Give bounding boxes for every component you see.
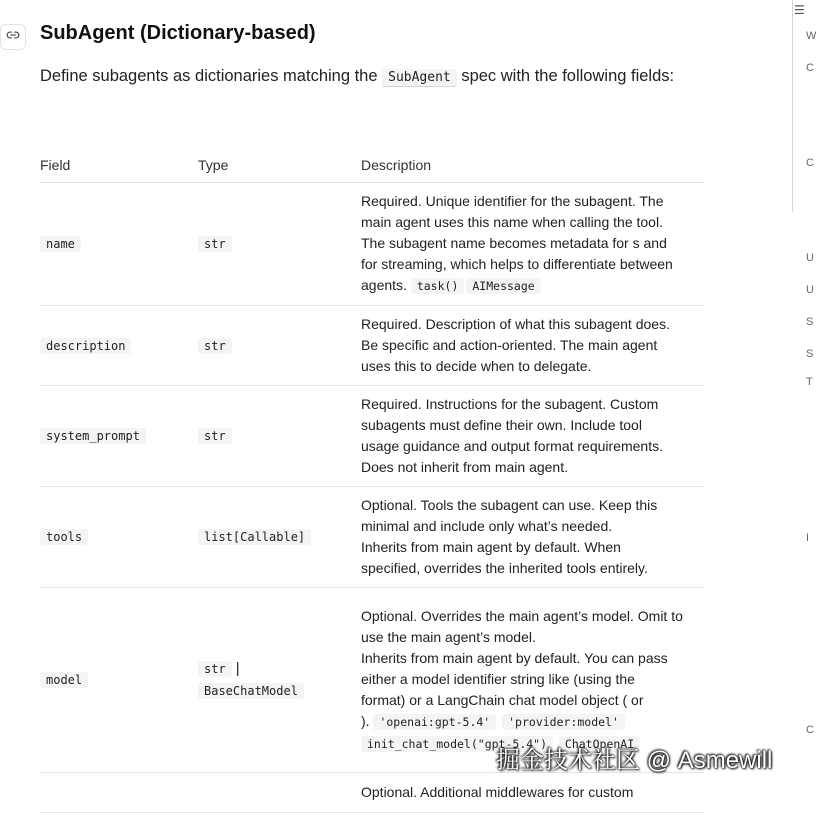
toc-item[interactable]: S — [806, 348, 814, 360]
type-separator: | — [235, 660, 240, 677]
header-type: Type — [198, 148, 361, 183]
toc-item[interactable]: U — [806, 252, 814, 264]
table-row — [40, 306, 704, 386]
fields-table — [40, 148, 704, 813]
inline-code: init_chat_model("gpt-5.4") — [361, 736, 553, 752]
type-value: str — [198, 338, 232, 354]
copy-anchor-link-button[interactable] — [0, 24, 26, 50]
toc-item[interactable]: S — [806, 316, 814, 328]
intro-text-before: Define subagents as dictionaries matching the — [40, 67, 383, 85]
inline-code: 'provider:model' — [502, 714, 625, 730]
toc-item[interactable]: C — [806, 62, 814, 74]
intro-paragraph — [40, 62, 690, 92]
inline-code: 'openai:gpt-5.4' — [373, 714, 496, 730]
description-cell: Optional. Additional middlewares for custom — [361, 773, 704, 813]
watermark: 掘金技术社区 @ Asmewill — [496, 747, 773, 774]
intro-text-after: spec with the following fields: — [456, 67, 675, 85]
toc-item[interactable]: C — [806, 157, 814, 169]
description-cell: Optional. Tools the subagent can use. Keep this minimal and include only what’s needed. Inherits from main agent by default. When specified, overrides the inherited tools entirely. — [361, 487, 704, 588]
field-name: name — [40, 236, 81, 252]
type-value: list[Callable] — [198, 529, 311, 545]
toc-item[interactable]: U — [806, 284, 814, 296]
intro-code-subagent: SubAgent — [382, 69, 457, 87]
section-heading: SubAgent (Dictionary-based) — [40, 22, 316, 44]
field-name: tools — [40, 529, 88, 545]
field-name: description — [40, 338, 131, 354]
header-field: Field — [40, 148, 198, 183]
table-row — [40, 183, 704, 306]
type-value-extra: BaseChatModel — [198, 683, 304, 699]
header-description: Description — [361, 148, 704, 183]
description-cell: Required. Description of what this subagent does. Be specific and action-oriented. The main agent uses this to decide when to delegate. — [361, 306, 704, 386]
toc-item[interactable]: C — [806, 724, 814, 736]
field-name: system_prompt — [40, 428, 146, 444]
type-value: str — [198, 661, 232, 677]
toc-item[interactable]: W — [806, 30, 816, 42]
menu-icon[interactable]: ☰ — [794, 3, 805, 17]
toc-rail-line — [792, 0, 793, 212]
field-name: model — [40, 672, 88, 688]
description-cell: Optional. Overrides the main agent’s model. Omit to use the main agent’s model. Inherits from main agent by default. You can pass either a model identifier string like (using the format) or a LangChain chat model object ( or ). 'openai:gpt-5.4' 'provider:model' init_chat_model("gpt-5.4") ChatOpenAI — [361, 588, 704, 773]
table-row — [40, 487, 704, 588]
inline-code: task() — [411, 278, 465, 294]
table-header-row — [40, 148, 704, 183]
type-value: str — [198, 236, 232, 252]
table-row — [40, 773, 704, 813]
description-cell: Required. Unique identifier for the subagent. The main agent uses this name when calling the tool. The subagent name becomes metadata for s and for streaming, which helps to differentiate between agents. task() AIMessage — [361, 183, 704, 306]
link-icon — [6, 28, 20, 47]
inline-code: ChatOpenAI — [559, 736, 640, 752]
type-value: str — [198, 428, 232, 444]
description-cell: Required. Instructions for the subagent. Custom subagents must define their own. Include tool usage guidance and output format requirements. Does not inherit from main agent. — [361, 386, 704, 487]
table-row — [40, 386, 704, 487]
toc-item[interactable]: T — [806, 376, 813, 388]
inline-code: AIMessage — [466, 278, 540, 294]
toc-item[interactable]: I — [806, 532, 810, 544]
